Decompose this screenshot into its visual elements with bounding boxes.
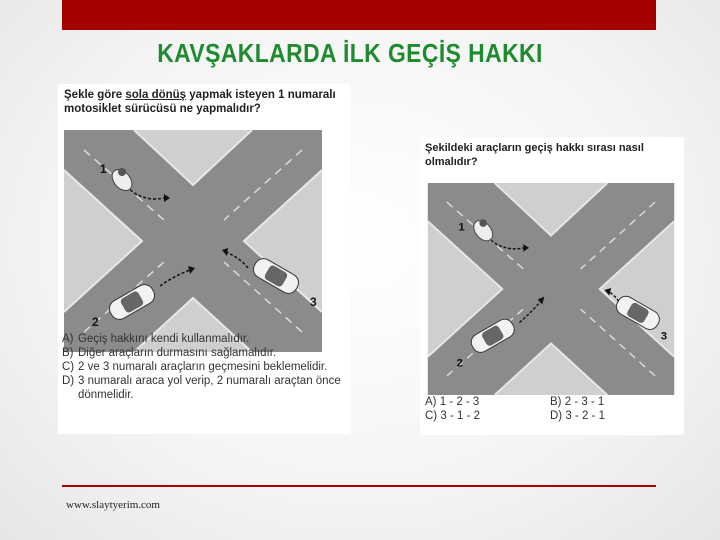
label-1: 1 [458,221,465,234]
label-2: 2 [456,357,463,370]
answer-letter: C) [425,410,438,422]
answer-row [425,409,675,423]
answer-letter: D) [62,375,75,387]
label-3: 3 [310,295,317,309]
question-1-text-part: Şekle göre [64,89,126,101]
answer-option[interactable] [62,332,346,346]
intersection-diagram-2 [426,183,676,395]
answer-option[interactable] [550,409,675,423]
slide-title: KAVŞAKLARDA İLK GEÇİŞ HAKKI [157,38,543,68]
question-1-underlined: sola dönüş [125,89,187,101]
answer-text: 3 - 1 - 2 [440,410,480,422]
question-1-text-part: yapmak isteyen 1 numaralı motosiklet sürücüsü ne yapmalıdır? [64,89,336,115]
question-1-text [64,88,344,116]
answer-option[interactable] [62,360,346,374]
answer-option[interactable] [62,346,346,360]
answer-text: 2 ve 3 numaralı araçların geçmesini beklemelidir. [78,361,328,373]
answer-letter: B) [550,396,562,408]
answer-option[interactable] [425,395,550,409]
answer-row [425,395,675,409]
answer-letter: B) [62,347,74,359]
answer-text: 3 - 2 - 1 [565,410,605,422]
question-2-text: Şekildeki araçların geçiş hakkı sırası nasıl olmalıdır? [425,142,644,168]
question-card-2 [420,137,684,435]
intersection-diagram-1 [64,130,322,352]
footer-rule [62,485,656,487]
label-2: 2 [92,315,99,329]
answer-list-1 [62,332,346,402]
answer-text: 3 numaralı araca yol verip, 2 numaralı araçtan önce dönmelidir. [78,375,341,401]
answer-text: 1 - 2 - 3 [439,396,480,408]
answer-option[interactable] [62,374,346,402]
label-3: 3 [660,330,668,343]
answer-letter: A) [425,396,437,408]
answer-letter: A) [62,333,74,345]
answer-text: 2 - 3 - 1 [564,396,605,408]
answer-letter: C) [62,361,75,373]
label-1: 1 [100,162,107,176]
top-accent-bar [62,0,656,30]
answer-option[interactable] [550,395,675,409]
answer-letter: D) [550,410,563,422]
footer-url: www.slaytyerim.com [66,499,160,511]
answer-text: Geçiş hakkını kendi kullanmalıdır. [78,333,250,345]
answer-grid-2 [425,395,675,423]
question-card-1 [58,84,350,434]
answer-option[interactable] [425,409,550,423]
answer-text: Diğer araçların durmasını sağlamalıdır. [78,347,277,359]
